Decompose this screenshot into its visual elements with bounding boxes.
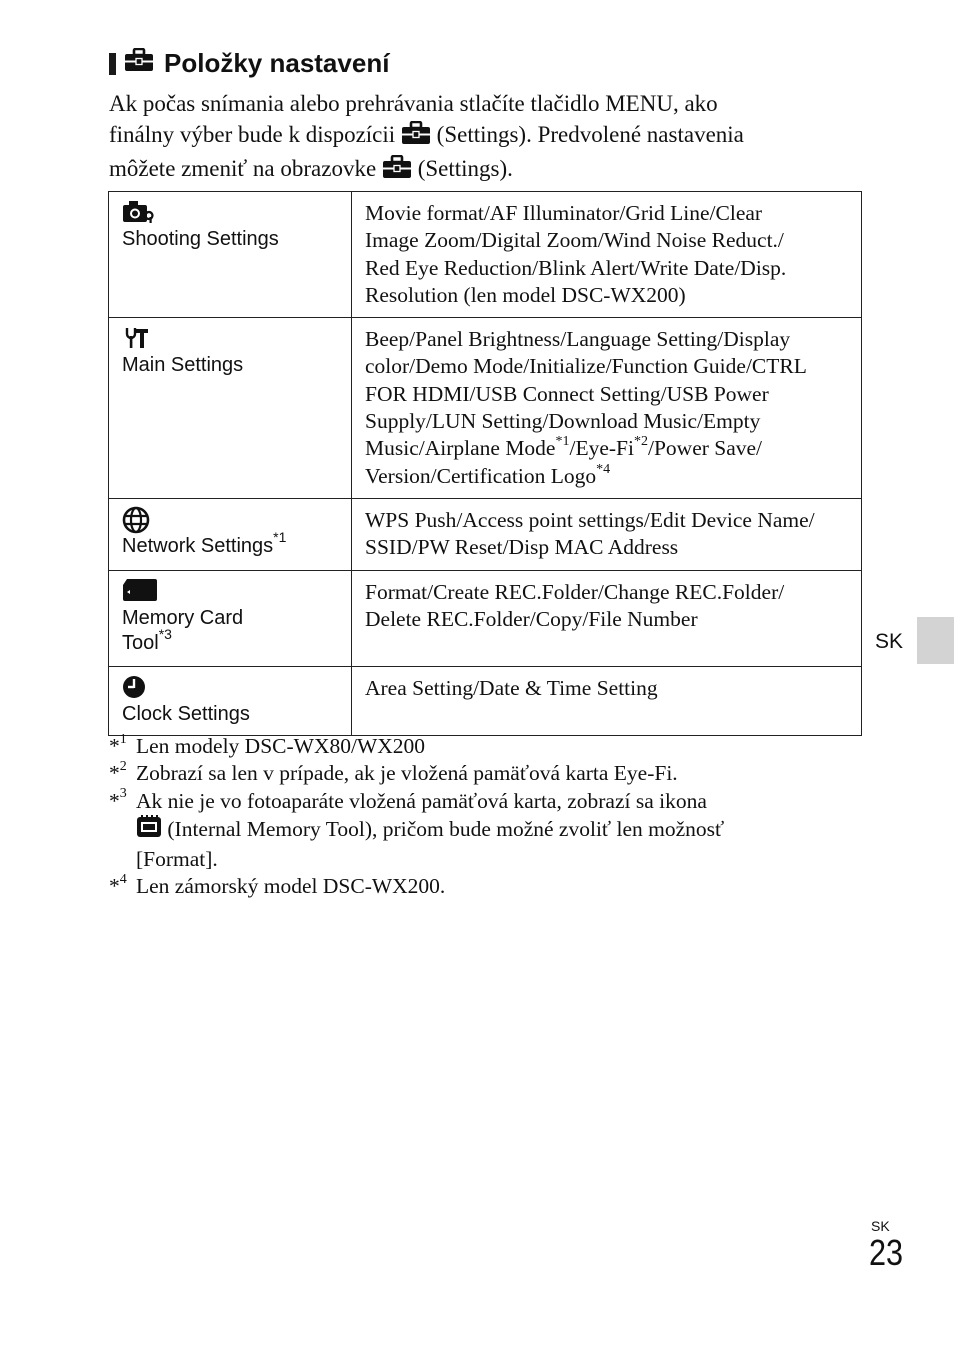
- row-label-main: Main Settings: [109, 318, 352, 499]
- heading-marker: [109, 53, 116, 75]
- intro-line: finálny výber bude k dispozícii (Settings). Predvolené nastavenia: [109, 119, 849, 153]
- internal-memory-icon: [136, 815, 162, 846]
- row-items-shooting: Movie format/AF Illuminator/Grid Line/Clear Image Zoom/Digital Zoom/Wind Noise Reduct./ Red Eye Reduction/Blink Alert/Write Date/Disp. Resolution (len model DSC-WX200): [352, 192, 862, 318]
- page-title: Položky nastavení: [164, 48, 390, 78]
- intro-line: môžete zmeniť na obrazovke (Settings).: [109, 153, 849, 187]
- row-label-network: Network Settings$^{*1}$: [109, 498, 352, 570]
- toolbox-icon: [401, 121, 431, 153]
- row-items-memory-card: Format/Create REC.Folder/Change REC.Folder/ Delete REC.Folder/Copy/File Number: [352, 570, 862, 666]
- clock-icon: [122, 674, 339, 702]
- tools-icon: [122, 325, 339, 353]
- intro-line: Ak počas snímania alebo prehrávania stlačíte tlačidlo MENU, ako: [109, 91, 718, 116]
- toolbox-icon: [124, 48, 154, 79]
- table-row: [109, 498, 862, 570]
- toolbox-icon: [382, 155, 412, 187]
- settings-table: [108, 191, 862, 736]
- row-label-clock: Clock Settings: [109, 666, 352, 735]
- intro-paragraph: [109, 88, 849, 187]
- footnote: *$^2$ Zobrazí sa len v prípade, ak je vložená pamäťová karta Eye-Fi.: [109, 759, 678, 786]
- memory-card-icon: [122, 578, 339, 606]
- camera-settings-icon: [122, 199, 339, 227]
- row-items-network: WPS Push/Access point settings/Edit Device Name/ SSID/PW Reset/Disp MAC Address: [352, 498, 862, 570]
- section-heading: [109, 48, 389, 79]
- footnote: *$^3$ Ak nie je vo fotoaparáte vložená pamäťová karta, zobrazí sa ikona (Internal Memory Tool), pričom bude možné zvoliť len možnosť [Format].: [109, 786, 725, 872]
- footnotes: [109, 733, 869, 901]
- table-row: [109, 318, 862, 499]
- page-language: SK: [871, 1218, 890, 1234]
- row-label-shooting: Shooting Settings: [109, 192, 352, 318]
- page-number: 23: [869, 1232, 904, 1273]
- row-label-memory-card: Memory Card Tool$^{*3}$: [109, 570, 352, 666]
- footnote: *$^1$ Len modely DSC-WX80/WX200: [109, 731, 426, 758]
- footnote: *$^4$ Len zámorský model DSC-WX200.: [109, 872, 446, 899]
- table-row: [109, 666, 862, 735]
- row-items-main: Beep/Panel Brightness/Language Setting/Display color/Demo Mode/Initialize/Function Guide/CTRL FOR HDMI/USB Connect Setting/USB Power Supply/LUN Setting/Download Music/Empty Music/Airplane Mode$^{*1}$/Eye-Fi$^{*2}$/Power Save/ Version/Certification Logo$^{*4}$: [352, 318, 862, 499]
- language-tab: [917, 617, 954, 664]
- language-tab-label: SK: [875, 630, 904, 653]
- row-items-clock: Area Setting/Date & Time Setting: [352, 666, 862, 735]
- table-row: [109, 570, 862, 666]
- globe-icon: [122, 506, 339, 534]
- table-row: [109, 192, 862, 318]
